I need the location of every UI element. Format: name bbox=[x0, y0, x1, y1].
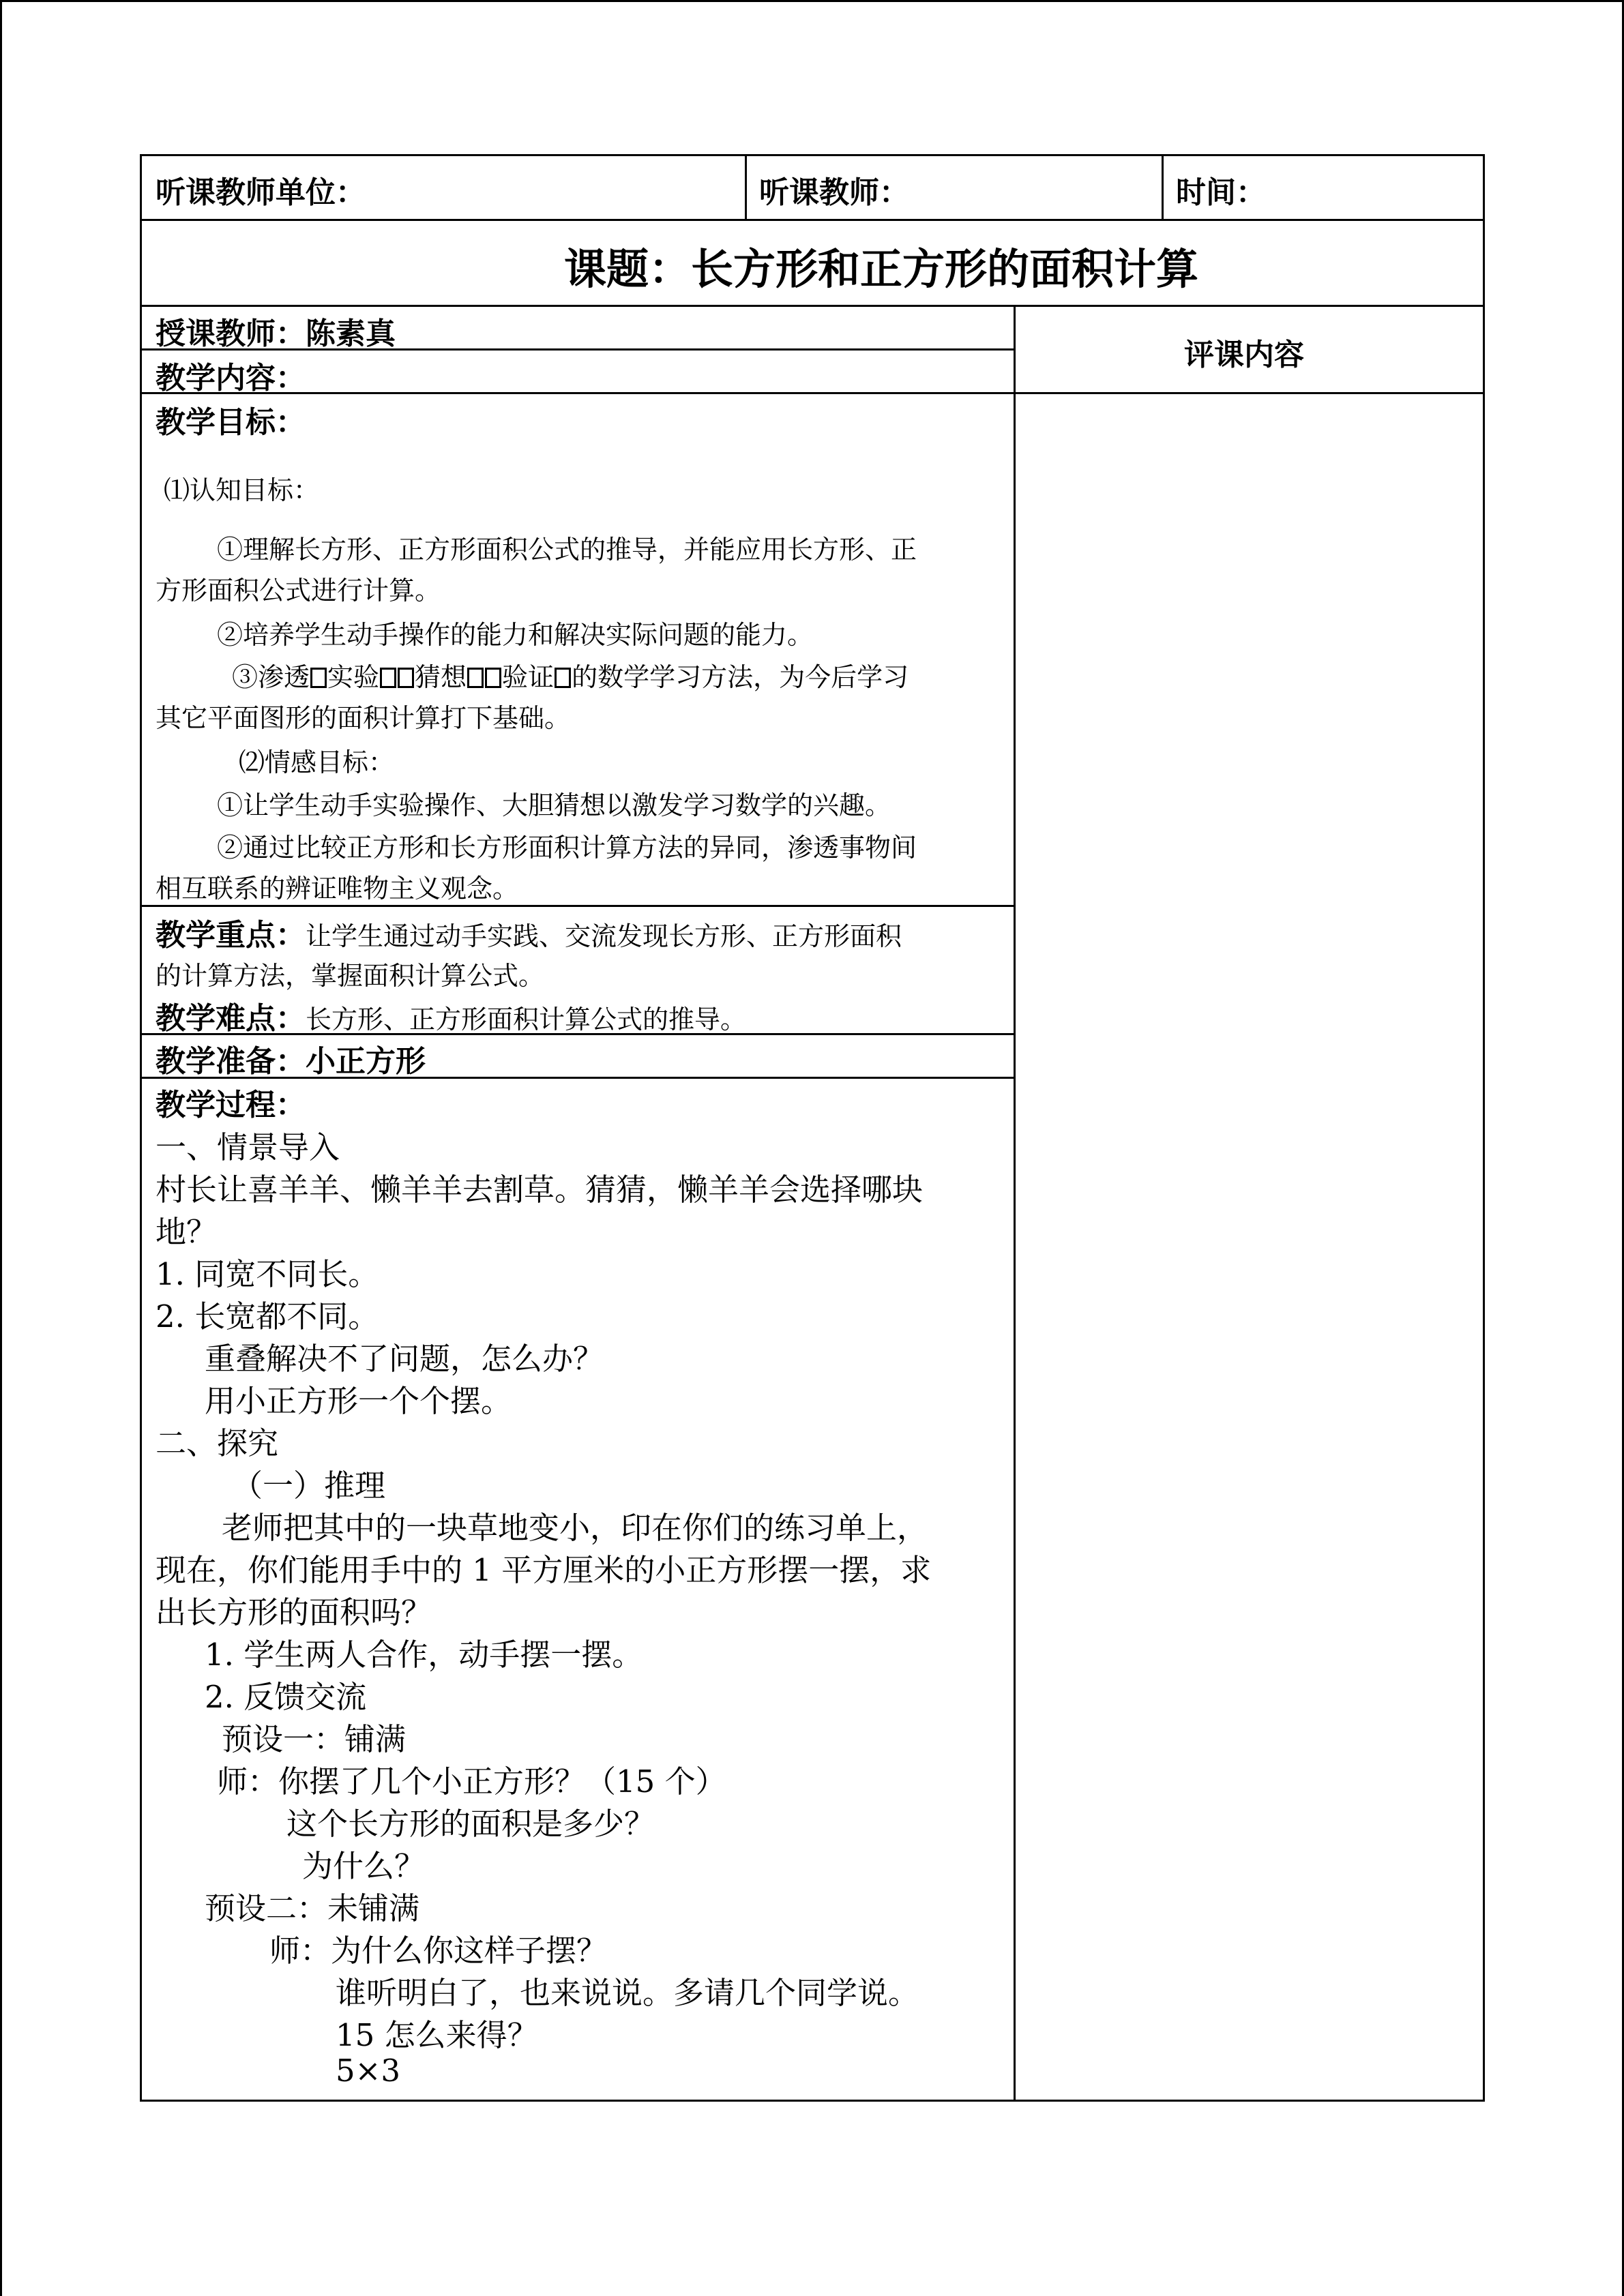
teaching-content-label: 教学内容： bbox=[156, 361, 306, 396]
key-points-line-2: 的计算方法，掌握面积计算公式。 bbox=[156, 961, 545, 991]
page-border-left bbox=[0, 0, 2, 2296]
cognitive-goal-1a: ①理解长方形、正方形面积公式的推导，并能应用长方形、正 bbox=[217, 535, 917, 565]
review-column-divider bbox=[1014, 305, 1016, 2102]
process-line: 为什么？ bbox=[302, 1848, 426, 1884]
key-points-label: 教学重点： bbox=[156, 918, 306, 953]
process-line: 1. 学生两人合作，动手摆一摆。 bbox=[205, 1637, 643, 1673]
emotion-goal-2a: ②通过比较正方形和长方形面积计算方法的异同，渗透事物间 bbox=[217, 833, 917, 863]
process-line: 一、情景导入 bbox=[156, 1129, 340, 1165]
cognitive-goal-3a bbox=[232, 656, 909, 694]
key-points-line-1 bbox=[156, 910, 902, 954]
emotion-goal-label: ⑵情感目标： bbox=[239, 747, 395, 777]
cognitive-goal-3a-part2: 实验 bbox=[327, 662, 380, 692]
process-label: 教学过程： bbox=[156, 1088, 306, 1122]
title-row-bottom bbox=[140, 305, 1485, 307]
table-border-left bbox=[140, 154, 142, 2102]
preparation-text: 小正方形 bbox=[306, 1044, 426, 1079]
emotion-goal-2b: 相互联系的辨证唯物主义观念。 bbox=[156, 874, 519, 904]
objectives-label: 教学目标： bbox=[156, 405, 306, 440]
header-divider-1 bbox=[745, 154, 747, 221]
page-border-top bbox=[0, 0, 1624, 2]
process-line: 5×3 bbox=[336, 2053, 400, 2089]
key-points-text-a: 让学生通过动手实践、交流发现长方形、正方形面积 bbox=[306, 921, 902, 951]
listener-teacher-label: 听课教师： bbox=[759, 175, 909, 210]
cognitive-goal-3a-part5: 的数学学习方法，为今后学习 bbox=[572, 662, 909, 692]
cognitive-goal-3a-part1: ③渗透 bbox=[232, 662, 310, 692]
process-line: 师：为什么你这样子摆？ bbox=[269, 1933, 608, 1969]
process-line: 村长让喜羊羊、懒羊羊去割草。猜猜，懒羊羊会选择哪块 bbox=[156, 1172, 924, 1208]
cognitive-goal-1b: 方形面积公式进行计算。 bbox=[156, 576, 441, 606]
lecturer-row bbox=[156, 309, 396, 353]
content-row-bottom bbox=[140, 392, 1485, 394]
process-line: 预设一：铺满 bbox=[222, 1721, 407, 1757]
preparation-line bbox=[156, 1037, 426, 1080]
lesson-title: 课题：长方形和正方形的面积计算 bbox=[563, 244, 1198, 294]
process-line: 预设二：未铺满 bbox=[205, 1890, 420, 1926]
process-line: 出长方形的面积吗？ bbox=[156, 1594, 432, 1630]
process-line: 地？ bbox=[156, 1214, 218, 1250]
process-line: 谁听明白了，也来说说。多请几个同学说。 bbox=[336, 1975, 919, 2011]
cognitive-goal-3a-part3: 猜想 bbox=[415, 662, 467, 692]
missing-glyph-box bbox=[485, 668, 501, 688]
cognitive-goal-2: ②培养学生动手操作的能力和解决实际问题的能力。 bbox=[217, 620, 814, 650]
process-line: 15 怎么来得？ bbox=[336, 2017, 538, 2053]
review-content-header: 评课内容 bbox=[1184, 338, 1304, 372]
table-border-right bbox=[1483, 154, 1485, 2102]
table-border-bottom bbox=[140, 2100, 1485, 2102]
preparation-label: 教学准备： bbox=[156, 1044, 306, 1079]
header-row-bottom bbox=[140, 219, 1485, 221]
cognitive-goal-3a-part4: 验证 bbox=[502, 662, 555, 692]
missing-glyph-box bbox=[398, 668, 414, 688]
process-line: 现在，你们能用手中的 1 平方厘米的小正方形摆一摆，求 bbox=[156, 1552, 932, 1588]
process-line: 1. 同宽不同长。 bbox=[156, 1256, 379, 1292]
lecturer-name: 陈素真 bbox=[306, 316, 396, 351]
process-line: 师：你摆了几个小正方形？（15 个） bbox=[217, 1763, 726, 1800]
missing-glyph-box bbox=[555, 668, 571, 688]
process-line: 这个长方形的面积是多少？ bbox=[286, 1806, 655, 1842]
difficulties-line bbox=[156, 994, 746, 1037]
process-line: 用小正方形一个个摆。 bbox=[205, 1383, 512, 1419]
process-line: 2. 反馈交流 bbox=[205, 1679, 367, 1715]
emotion-goal-1: ①让学生动手实验操作、大胆猜想以激发学习数学的兴趣。 bbox=[217, 790, 891, 820]
process-line: 老师把其中的一块草地变小，印在你们的练习单上， bbox=[222, 1510, 928, 1546]
missing-glyph-box bbox=[467, 668, 484, 688]
process-line: 2. 长宽都不同。 bbox=[156, 1298, 379, 1335]
missing-glyph-box bbox=[310, 668, 327, 688]
difficulties-text: 长方形、正方形面积计算公式的推导。 bbox=[306, 1004, 747, 1034]
process-line: 二、探究 bbox=[156, 1425, 279, 1461]
cognitive-goal-label: ⑴认知目标： bbox=[164, 475, 320, 505]
process-line: （一）推理 bbox=[232, 1467, 386, 1504]
cognitive-goal-3b: 其它平面图形的面积计算打下基础。 bbox=[156, 703, 571, 733]
missing-glyph-box bbox=[380, 668, 396, 688]
listener-unit-label: 听课教师单位： bbox=[156, 175, 366, 210]
lecturer-label: 授课教师： bbox=[156, 316, 306, 351]
table-border-top bbox=[140, 154, 1485, 156]
time-label: 时间： bbox=[1176, 175, 1266, 210]
process-line: 重叠解决不了问题，怎么办？ bbox=[205, 1341, 604, 1377]
objectives-row-bottom bbox=[140, 905, 1016, 907]
header-divider-2 bbox=[1162, 154, 1164, 221]
difficulties-label: 教学难点： bbox=[156, 1001, 306, 1036]
